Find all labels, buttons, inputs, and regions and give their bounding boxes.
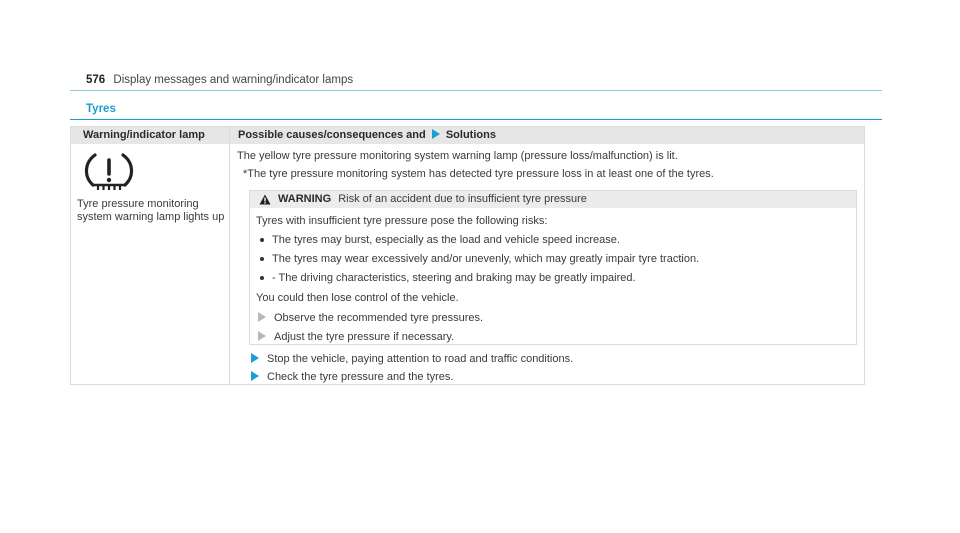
arrow-right-icon [258,331,266,341]
warning-lamp-table [70,126,865,385]
table-header-solutions-label: Solutions [445,129,496,141]
list-item: - The driving characteristics, steering and braking may be greatly impaired. [260,271,636,285]
solution-step: Stop the vehicle, paying attention to road and traffic conditions. [251,352,573,366]
warning-label: WARNING [278,193,332,205]
arrow-right-icon [251,371,259,381]
list-item: The tyres may burst, especially as the load and vehicle speed increase. [260,233,620,247]
warning-step: Observe the recommended tyre pressures. [258,311,483,325]
arrow-right-icon [251,353,259,363]
warning-header [250,191,856,208]
table-header-causes [230,127,864,144]
arrow-right-icon [258,312,266,322]
list-item: The tyres may wear excessively and/or unevenly, which may greatly impair tyre traction. [260,252,699,266]
arrow-right-icon [432,129,440,139]
lamp-label: Tyre pressure monitoring system warning lamp lights up [77,198,225,223]
table-header-causes-label: Possible causes/consequences and [238,129,426,141]
solution-step: Check the tyre pressure and the tyres. [251,370,453,384]
warning-box [249,190,857,345]
warning-intro: Tyres with insufficient tyre pressure pose the following risks: [256,215,548,227]
cause-text-2: *The tyre pressure monitoring system has detected tyre pressure loss in at least one of the tyres. [243,168,714,180]
table-header-lamp: Warning/indicator lamp [71,127,229,144]
header-divider [70,90,882,91]
warning-consequence: You could then lose control of the vehicle. [256,292,459,304]
page-header [86,74,353,86]
section-divider [70,119,882,120]
warning-triangle-icon [259,194,271,205]
cause-text-1: The yellow tyre pressure monitoring system warning lamp (pressure loss/malfunction) is lit. [237,150,678,162]
warning-title: Risk of an accident due to insufficient tyre pressure [338,193,587,205]
page-number: 576 [86,74,106,86]
section-title: Tyres [86,103,116,115]
column-divider [229,127,230,384]
page-header-title: Display messages and warning/indicator lamps [113,74,354,86]
warning-step: Adjust the tyre pressure if necessary. [258,330,454,344]
tyre-pressure-warning-icon [77,149,141,193]
